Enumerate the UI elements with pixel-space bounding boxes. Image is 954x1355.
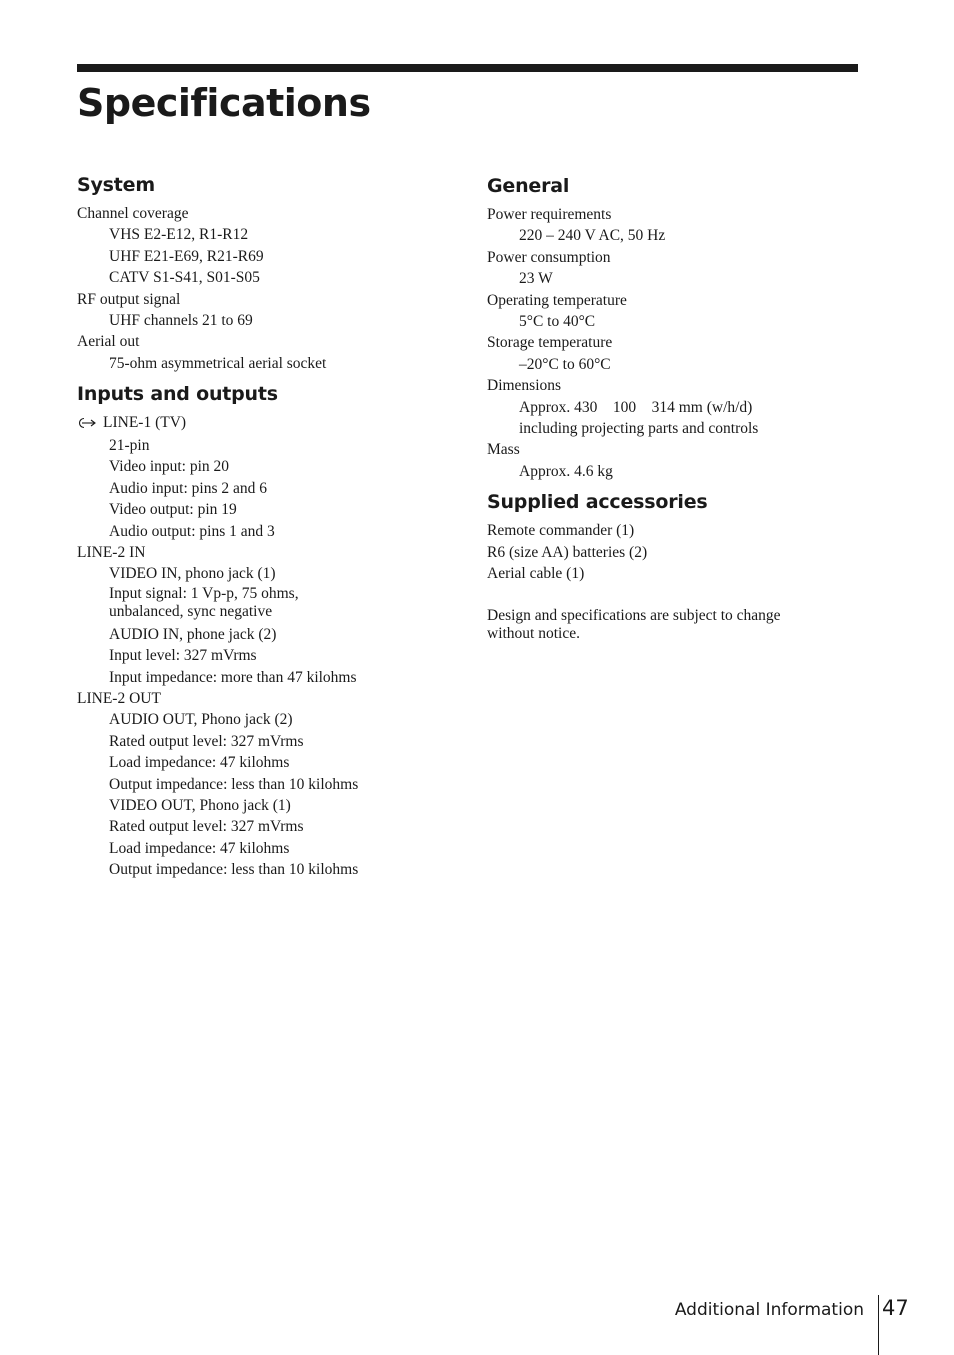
spec-value: UHF channels 21 to 69 — [109, 312, 253, 330]
general-heading: General — [487, 175, 570, 197]
page-number: 47 — [882, 1296, 909, 1320]
list-item: R6 (size AA) batteries (2) — [487, 543, 648, 561]
spec-value: UHF E21-E69, R21-R69 — [109, 247, 264, 265]
line1-label-row — [77, 412, 186, 433]
line2-in-label: LINE-2 IN — [77, 543, 146, 561]
rf-output-label: RF output signal — [77, 290, 181, 308]
line-in-out-icon — [77, 416, 99, 430]
spec-value: Load impedance: 47 kilohms — [109, 754, 290, 772]
spec-value: Approx. 430 100 314 mm (w/h/d) — [519, 398, 753, 416]
footer-rule — [878, 1295, 879, 1355]
spec-value: VIDEO OUT, Phono jack (1) — [109, 797, 291, 815]
spec-value: Load impedance: 47 kilohms — [109, 839, 290, 857]
spec-value: Audio output: pins 1 and 3 — [109, 522, 275, 540]
power-consumption-label: Power consumption — [487, 248, 611, 266]
top-rule — [77, 64, 858, 72]
spec-value: 220 – 240 V AC, 50 Hz — [519, 227, 666, 245]
spec-value: Approx. 4.6 kg — [519, 462, 613, 480]
mass-label: Mass — [487, 441, 520, 459]
spec-value: Rated output level: 327 mVrms — [109, 818, 304, 836]
spec-value: 5°C to 40°C — [519, 313, 596, 331]
spec-value: Input level: 327 mVrms — [109, 647, 257, 665]
spec-value: Audio input: pins 2 and 6 — [109, 479, 268, 497]
channel-coverage-label: Channel coverage — [77, 205, 189, 222]
list-item: Aerial cable (1) — [487, 565, 585, 583]
spec-value: AUDIO OUT, Phono jack (2) — [109, 711, 293, 729]
storage-temperature-label: Storage temperature — [487, 334, 613, 352]
spec-value: Video input: pin 20 — [109, 458, 230, 476]
aerial-out-label: Aerial out — [77, 333, 140, 351]
spec-value: 75-ohm asymmetrical aerial socket — [109, 354, 327, 372]
page-title: Specifications — [77, 81, 371, 125]
spec-value: AUDIO IN, phone jack (2) — [109, 625, 277, 643]
list-item: Remote commander (1) — [487, 522, 635, 540]
spec-value: Rated output level: 327 mVrms — [109, 732, 304, 750]
inputs-outputs-heading: Inputs and outputs — [77, 383, 278, 406]
accessories-heading: Supplied accessories — [487, 491, 708, 514]
right-column — [487, 174, 847, 643]
general-section — [487, 174, 847, 482]
spec-value: Output impedance: less than 10 kilohms — [109, 775, 359, 793]
spec-value: CATV S1-S41, S01-S05 — [109, 269, 260, 287]
footer-section-title: Additional Information — [674, 1300, 864, 1320]
spec-value: Output impedance: less than 10 kilohms — [109, 861, 359, 879]
spec-value: Input impedance: more than 47 kilohms — [109, 668, 357, 686]
line2-out-label: LINE-2 OUT — [77, 690, 161, 708]
operating-temperature-label: Operating temperature — [487, 291, 627, 309]
spec-value: 21-pin — [109, 436, 150, 454]
accessories-section — [487, 490, 847, 584]
spec-value: VIDEO IN, phono jack (1) — [109, 565, 276, 583]
inputs-outputs-section — [77, 382, 417, 880]
line1-label: LINE-1 (TV) — [103, 414, 187, 432]
input-signal-value: Input signal: 1 Vp-p, 75 ohms, unbalanced, sync negative — [109, 584, 299, 620]
power-requirements-label: Power requirements — [487, 206, 612, 223]
left-column — [77, 173, 417, 881]
spec-value: Video output: pin 19 — [109, 501, 237, 519]
spec-value: –20°C to 60°C — [519, 355, 611, 373]
system-heading: System — [77, 174, 155, 196]
system-section — [77, 173, 417, 374]
dimensions-label: Dimensions — [487, 377, 562, 395]
spec-value: including projecting parts and controls — [519, 420, 759, 438]
spec-value: 23 W — [519, 270, 553, 288]
spec-change-notice: Design and specifications are subject to change without notice. — [487, 606, 781, 642]
spec-value: VHS E2-E12, R1-R12 — [109, 226, 249, 244]
